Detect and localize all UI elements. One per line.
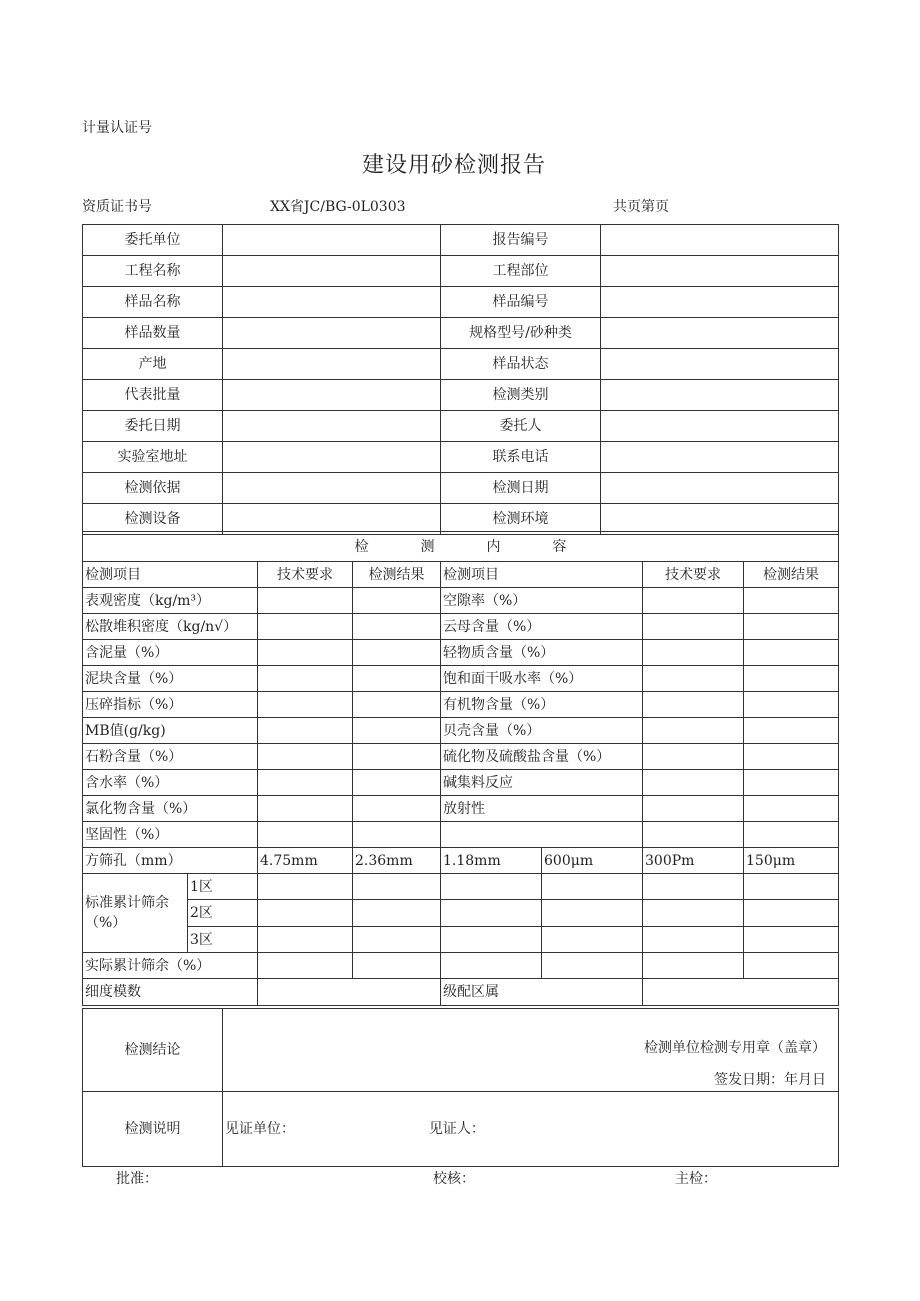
info-row (83, 225, 839, 256)
test-item-row (83, 744, 839, 770)
result-cell[interactable] (353, 588, 441, 614)
requirement-cell[interactable] (258, 718, 353, 744)
sieve-size: 1.18mm (441, 848, 542, 874)
test-item-name: 泥块含量（%） (83, 666, 258, 692)
info-label: 委托单位 (83, 225, 223, 256)
info-value[interactable] (223, 504, 441, 535)
requirement-cell[interactable] (258, 692, 353, 718)
info-label: 联系电话 (441, 442, 601, 473)
input-cell[interactable] (643, 874, 744, 900)
test-item-name: 空隙率（%） (441, 588, 643, 614)
result-cell[interactable] (744, 822, 839, 848)
notes-row (83, 1092, 839, 1167)
actual-residue-label: 实际累计筛余（%） (83, 953, 258, 979)
info-value[interactable] (601, 380, 839, 411)
result-cell[interactable] (353, 718, 441, 744)
col-header-result: 检测结果 (353, 562, 441, 588)
input-cell[interactable] (258, 900, 353, 927)
test-item-name: 含泥量（%） (83, 640, 258, 666)
test-item-name: 坚固性（%） (83, 822, 258, 848)
test-item-name: 云母含量（%） (441, 614, 643, 640)
witness-unit-label: 见证单位： (225, 1121, 295, 1137)
result-cell[interactable] (353, 692, 441, 718)
test-item-row (83, 640, 839, 666)
page-title: 建设用砂检测报告 (362, 153, 547, 178)
result-cell[interactable] (353, 744, 441, 770)
input-cell[interactable] (353, 900, 441, 927)
page-info: 共页第页 (613, 199, 669, 215)
requirement-cell[interactable] (643, 588, 744, 614)
input-cell[interactable] (744, 900, 839, 927)
info-row (83, 442, 839, 473)
input-cell[interactable] (353, 953, 441, 979)
zone-label: 3区 (188, 927, 258, 953)
zone-label: 2区 (188, 900, 258, 927)
input-cell[interactable] (643, 927, 744, 953)
info-row (83, 380, 839, 411)
approver-label: 批准： (116, 1171, 158, 1187)
requirement-cell[interactable] (643, 796, 744, 822)
requirement-cell[interactable] (643, 614, 744, 640)
info-label: 代表批量 (83, 380, 223, 411)
test-items-table (82, 531, 839, 1006)
info-row (83, 349, 839, 380)
standard-zone-row (83, 900, 839, 927)
input-cell[interactable] (258, 927, 353, 953)
col-header-result-2: 检测结果 (744, 562, 839, 588)
requirement-cell[interactable] (643, 640, 744, 666)
requirement-cell[interactable] (258, 614, 353, 640)
result-cell[interactable] (744, 770, 839, 796)
content-heading (83, 532, 839, 562)
test-item-row (83, 796, 839, 822)
result-cell[interactable] (353, 614, 441, 640)
col-header-item-2: 检测项目 (441, 562, 643, 588)
info-label: 检测依据 (83, 473, 223, 504)
result-cell[interactable] (744, 666, 839, 692)
zone-label: 1区 (188, 874, 258, 900)
result-cell[interactable] (353, 666, 441, 692)
info-row (83, 318, 839, 349)
actual-residue-row (83, 953, 839, 979)
witness-person-label: 见证人： (428, 1121, 485, 1137)
test-item-name: 放射性 (441, 796, 643, 822)
requirement-cell[interactable] (258, 744, 353, 770)
info-label: 样品编号 (441, 287, 601, 318)
info-row (83, 411, 839, 442)
test-item-row (83, 614, 839, 640)
cert-number-label: 计量认证号 (82, 120, 152, 136)
info-label: 样品数量 (83, 318, 223, 349)
input-cell[interactable] (441, 874, 542, 900)
requirement-cell[interactable] (643, 666, 744, 692)
input-cell[interactable] (542, 927, 643, 953)
test-item-name: 饱和面干吸水率（%） (441, 666, 643, 692)
requirement-cell[interactable] (643, 744, 744, 770)
info-row (83, 504, 839, 535)
requirement-cell[interactable] (258, 666, 353, 692)
result-cell[interactable] (353, 640, 441, 666)
conclusion-table (82, 1008, 839, 1167)
info-label: 产地 (83, 349, 223, 380)
conclusion-row (83, 1009, 839, 1092)
fineness-row (83, 979, 839, 1006)
result-cell[interactable] (744, 614, 839, 640)
sieve-size: 2.36mm (353, 848, 441, 874)
info-label: 委托人 (441, 411, 601, 442)
info-label: 检测类别 (441, 380, 601, 411)
info-label: 工程部位 (441, 256, 601, 287)
info-label: 检测环境 (441, 504, 601, 535)
input-cell[interactable] (542, 874, 643, 900)
test-item-name: 氯化物含量（%） (83, 796, 258, 822)
requirement-cell[interactable] (258, 640, 353, 666)
test-item-row (83, 588, 839, 614)
info-value[interactable] (601, 349, 839, 380)
result-cell[interactable] (353, 770, 441, 796)
info-label: 检测设备 (83, 504, 223, 535)
content-heading-text: 检测内容 (354, 538, 619, 555)
requirement-cell[interactable] (258, 588, 353, 614)
input-cell[interactable] (258, 874, 353, 900)
stamp-text: 检测单位检测专用章（盖章） (644, 1040, 826, 1056)
info-row (83, 473, 839, 504)
info-value[interactable] (223, 225, 441, 256)
info-value[interactable] (223, 442, 441, 473)
result-cell[interactable] (744, 744, 839, 770)
input-cell[interactable] (643, 900, 744, 927)
sieve-label: 方筛孔（mm） (83, 848, 258, 874)
grading-value[interactable] (643, 979, 839, 1006)
info-label: 实验室地址 (83, 442, 223, 473)
inspector-label: 主检： (675, 1171, 717, 1187)
requirement-cell[interactable] (643, 718, 744, 744)
input-cell[interactable] (353, 927, 441, 953)
conclusion-content[interactable] (223, 1009, 839, 1092)
standard-zone-row (83, 874, 839, 900)
standard-zone-row (83, 927, 839, 953)
requirement-cell[interactable] (643, 822, 744, 848)
info-value[interactable] (601, 225, 839, 256)
info-value[interactable] (223, 256, 441, 287)
input-cell[interactable] (643, 953, 744, 979)
test-item-row (83, 692, 839, 718)
info-value[interactable] (223, 318, 441, 349)
input-cell[interactable] (353, 874, 441, 900)
sieve-size: 300Pm (643, 848, 744, 874)
requirement-cell[interactable] (258, 796, 353, 822)
result-cell[interactable] (744, 796, 839, 822)
info-label: 委托日期 (83, 411, 223, 442)
result-cell[interactable] (353, 822, 441, 848)
info-label: 样品名称 (83, 287, 223, 318)
info-value[interactable] (223, 287, 441, 318)
test-item-row (83, 666, 839, 692)
info-row (83, 256, 839, 287)
sieve-size-row (83, 848, 839, 874)
result-cell[interactable] (353, 796, 441, 822)
result-cell[interactable] (744, 640, 839, 666)
test-item-name: 有机物含量（%） (441, 692, 643, 718)
test-item-name: 含水率（%） (83, 770, 258, 796)
info-value[interactable] (601, 411, 839, 442)
requirement-cell[interactable] (643, 770, 744, 796)
test-item-name: 表观密度（kg/m³） (83, 588, 258, 614)
test-item-name: 压碎指标（%） (83, 692, 258, 718)
reviewer-label: 校核： (433, 1171, 475, 1187)
test-item-row (83, 822, 839, 848)
test-item-row (83, 718, 839, 744)
info-row (83, 287, 839, 318)
info-value[interactable] (601, 504, 839, 535)
requirement-cell[interactable] (643, 692, 744, 718)
input-cell[interactable] (744, 874, 839, 900)
input-cell[interactable] (441, 953, 542, 979)
col-header-req: 技术要求 (258, 562, 353, 588)
info-value[interactable] (601, 256, 839, 287)
requirement-cell[interactable] (258, 770, 353, 796)
col-header-req-2: 技术要求 (643, 562, 744, 588)
test-item-name: 碱集料反应 (441, 770, 643, 796)
info-label: 检测日期 (441, 473, 601, 504)
conclusion-label: 检测结论 (83, 1009, 223, 1092)
sieve-size: 600μm (542, 848, 643, 874)
sieve-size: 4.75mm (258, 848, 353, 874)
notes-content[interactable] (223, 1092, 839, 1167)
qualification-value: XX省JC/BG-0L0303 (270, 199, 406, 215)
fineness-label: 细度模数 (83, 979, 258, 1006)
input-cell[interactable] (258, 953, 353, 979)
sieve-size: 150μm (744, 848, 839, 874)
result-cell[interactable] (744, 692, 839, 718)
info-label: 规格型号/砂种类 (441, 318, 601, 349)
input-cell[interactable] (441, 900, 542, 927)
result-cell[interactable] (744, 718, 839, 744)
info-label: 样品状态 (441, 349, 601, 380)
info-value[interactable] (601, 287, 839, 318)
fineness-value[interactable] (258, 979, 441, 1006)
col-header-item: 检测项目 (83, 562, 258, 588)
input-cell[interactable] (744, 953, 839, 979)
grading-label: 级配区属 (441, 979, 643, 1006)
info-value[interactable] (223, 473, 441, 504)
test-item-name (441, 822, 643, 848)
test-item-name: 石粉含量（%） (83, 744, 258, 770)
info-label: 工程名称 (83, 256, 223, 287)
test-item-name: 硫化物及硫酸盐含量（%） (441, 744, 643, 770)
input-cell[interactable] (744, 927, 839, 953)
standard-residue-label: 标准累计筛余（%） (83, 874, 188, 953)
info-value[interactable] (601, 442, 839, 473)
info-value[interactable] (223, 349, 441, 380)
test-item-row (83, 770, 839, 796)
issue-date: 签发日期：年月日 (714, 1072, 826, 1088)
info-value[interactable] (223, 411, 441, 442)
input-cell[interactable] (542, 953, 643, 979)
result-cell[interactable] (744, 588, 839, 614)
info-value[interactable] (223, 380, 441, 411)
test-item-name: 轻物质含量（%） (441, 640, 643, 666)
input-cell[interactable] (542, 900, 643, 927)
info-value[interactable] (601, 318, 839, 349)
info-value[interactable] (601, 473, 839, 504)
qualification-label: 资质证书号 (82, 199, 152, 215)
test-item-name: MB值(g/kg) (83, 718, 258, 744)
info-label: 报告编号 (441, 225, 601, 256)
test-item-name: 贝壳含量（%） (441, 718, 643, 744)
test-item-name: 松散堆积密度（kg/n√） (83, 614, 258, 640)
input-cell[interactable] (441, 927, 542, 953)
requirement-cell[interactable] (258, 822, 353, 848)
notes-label: 检测说明 (83, 1092, 223, 1167)
sample-info-table (82, 224, 839, 535)
